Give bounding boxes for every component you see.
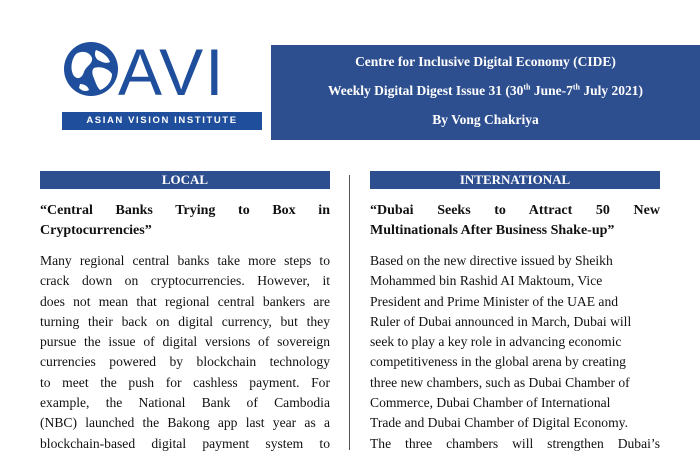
issue-title: Weekly Digital Digest Issue 31 (30th June-7th July 2021) — [327, 82, 644, 98]
local-headline: “Central Banks Trying to Box in Cryptocurrencies” — [40, 203, 330, 238]
logo-tagline: ASIAN VISION INSTITUTE — [62, 112, 262, 130]
avi-logo — [62, 35, 262, 140]
column-divider — [349, 175, 350, 450]
digest-header — [271, 45, 700, 140]
local-body: Many regional central banks take more steps to crack down on cryptocurrencies. However, it does not mean that regional central bankers are turning their back on digital currency, but they pursue the issue of digital versions of sovereign currencies powered by blockchain technology to meet the push for cashless payment. For example, the National Bank of Cambodia (NBC) launched the Bakong app last year as a blockchain-based digital payment system to — [40, 253, 330, 451]
international-body: Based on the new directive issued by Sheikh Mohammed bin Rashid AI Maktoum, Vice President and Prime Minister of the UAE and Ruler of Dubai announced in March, Dubai will seek to play a key role in advancing economic competitiveness in the global arena by creating three new chambers, such as Dubai Chamber of Commerce, Dubai Chamber of International Trade and Dubai Chamber of Digital Economy. The three chambers will strengthen Dubai’s — [370, 253, 660, 451]
international-headline: “Dubai Seeks to Attract 50 New Multinationals After Business Shake-up” — [370, 203, 660, 238]
centre-name: Centre for Inclusive Digital Economy (CIDE) — [355, 54, 616, 69]
international-section-bar: INTERNATIONAL — [370, 171, 660, 189]
local-section-bar: LOCAL — [40, 171, 330, 189]
author-byline: By Vong Chakriya — [432, 112, 539, 127]
globe-icon — [62, 40, 120, 98]
logo-wordmark: AVI — [118, 35, 226, 109]
